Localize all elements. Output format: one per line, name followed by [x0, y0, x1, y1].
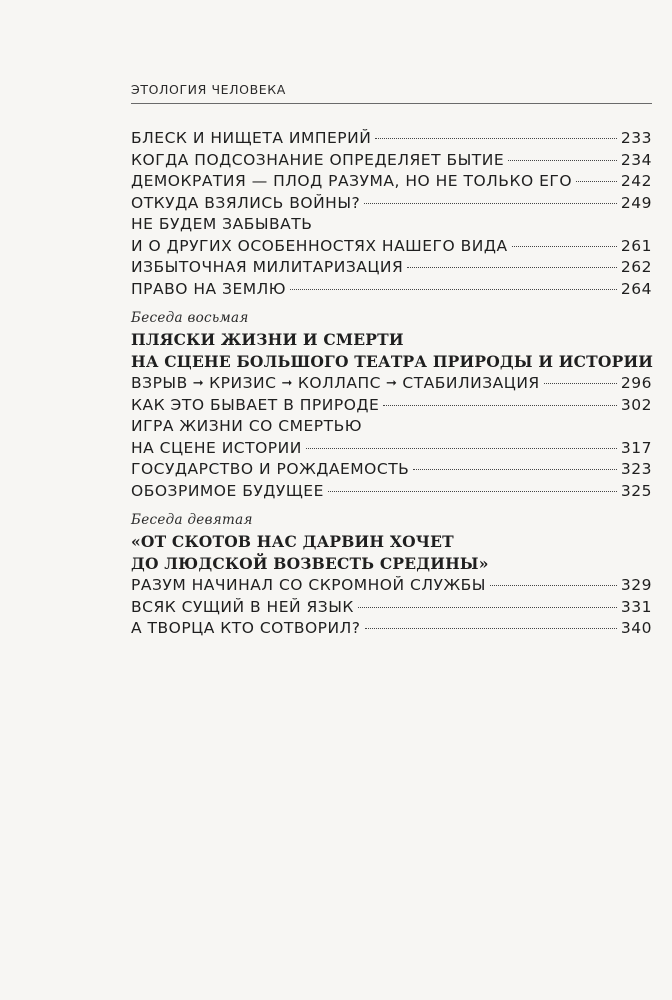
table-of-contents [131, 128, 652, 640]
toc-entry-page: 262 [620, 258, 652, 276]
toc-entry [131, 279, 652, 301]
toc-entry [131, 236, 652, 258]
dot-leader [364, 203, 617, 204]
toc-entry [131, 150, 652, 172]
toc-entry-title: ОБОЗРИМОЕ БУДУЩЕЕ [131, 481, 324, 500]
toc-entry-title: КОГДА ПОДСОЗНАНИЕ ОПРЕДЕЛЯЕТ БЫТИЕ [131, 150, 505, 169]
dot-leader [365, 628, 617, 629]
chain-part: СТАБИЛИЗАЦИЯ [402, 374, 540, 392]
toc-entry [131, 597, 652, 619]
toc-entry [131, 575, 652, 597]
toc-entry-line1 [131, 214, 652, 236]
section-label: Беседа девятая [131, 512, 253, 528]
toc-entry-page: 340 [620, 619, 652, 637]
toc-entry [131, 171, 652, 193]
toc-entry-title: РАЗУМ НАЧИНАЛ СО СКРОМНОЙ СЛУЖБЫ [131, 576, 486, 594]
toc-entry [131, 618, 652, 640]
chain-part: КОЛЛАПС [297, 374, 381, 392]
toc-entry-page: 302 [620, 395, 652, 414]
arrow-right-icon: ➞ [385, 376, 398, 391]
toc-entry [131, 128, 652, 150]
toc-entry-title: ВСЯК СУЩИЙ В НЕЙ ЯЗЫК [131, 597, 354, 616]
toc-entry-page: 331 [620, 597, 652, 616]
dot-leader [407, 267, 617, 268]
dot-leader [375, 138, 617, 139]
arrow-right-icon: ➞ [192, 376, 205, 391]
toc-entry-page: 329 [620, 576, 652, 594]
chain-part: ВЗРЫВ [131, 374, 188, 392]
toc-entry-title: И О ДРУГИХ ОСОБЕННОСТЯХ НАШЕГО ВИДА [131, 236, 508, 255]
toc-entry-title: ДЕМОКРАТИЯ — ПЛОД РАЗУМА, НО НЕ ТОЛЬКО ЕГО [131, 172, 573, 190]
toc-entry-page: 233 [620, 129, 652, 147]
toc-entry-title: КАК ЭТО БЫВАЕТ В ПРИРОДЕ [131, 395, 380, 414]
section-subtitle: «ОТ СКОТОВ НАС ДАРВИН ХОЧЕТ [131, 532, 454, 551]
toc-entry-line1 [131, 416, 652, 438]
toc-entry-page: 325 [620, 481, 652, 500]
toc-entry-title: НЕ БУДЕМ ЗАБЫВАТЬ [131, 215, 313, 233]
dot-leader [490, 585, 617, 586]
toc-entry-page: 261 [620, 236, 652, 255]
toc-entry [131, 257, 652, 279]
toc-entry-page: 317 [620, 438, 652, 457]
header-rule [131, 103, 652, 104]
toc-entry-title: А ТВОРЦА КТО СОТВОРИЛ? [131, 619, 361, 637]
dot-leader [383, 405, 617, 406]
toc-entry-title: ИЗБЫТОЧНАЯ МИЛИТАРИЗАЦИЯ [131, 258, 404, 276]
dot-leader [508, 160, 617, 161]
dot-leader [328, 491, 617, 492]
toc-entry-title: НА СЦЕНЕ ИСТОРИИ [131, 438, 302, 457]
toc-entry-title [131, 373, 540, 396]
toc-entry-page: 296 [620, 374, 652, 392]
dot-leader [358, 607, 617, 608]
chain-part: КРИЗИС [209, 374, 277, 392]
toc-entry [131, 395, 652, 417]
toc-entry [131, 459, 652, 481]
toc-entry-page: 234 [620, 150, 652, 169]
toc-entry-title: ИГРА ЖИЗНИ СО СМЕРТЬЮ [131, 417, 362, 435]
toc-entry-page: 242 [620, 172, 652, 190]
dot-leader [512, 246, 617, 247]
section-label: Беседа восьмая [131, 310, 249, 326]
toc-entry-title: БЛЕСК И НИЩЕТА ИМПЕРИЙ [131, 129, 372, 147]
section-subtitle: НА СЦЕНЕ БОЛЬШОГО ТЕАТРА ПРИРОДЫ И ИСТОРИИ [131, 352, 654, 371]
dot-leader [576, 181, 617, 182]
dot-leader [544, 383, 617, 384]
toc-entry-page: 249 [620, 193, 652, 212]
toc-entry-title: ГОСУДАРСТВО И РОЖДАЕМОСТЬ [131, 460, 410, 478]
running-header: ЭТОЛОГИЯ ЧЕЛОВЕКА [131, 82, 286, 97]
section-subtitle: ДО ЛЮДСКОЙ ВОЗВЕСТЬ СРЕДИНЫ» [131, 554, 489, 573]
section-subtitle: ПЛЯСКИ ЖИЗНИ И СМЕРТИ [131, 330, 404, 349]
dot-leader [306, 448, 617, 449]
dot-leader [413, 469, 617, 470]
arrow-right-icon: ➞ [281, 376, 293, 391]
toc-entry-page: 264 [620, 279, 652, 298]
toc-entry [131, 373, 652, 395]
toc-entry-title: ПРАВО НА ЗЕМЛЮ [131, 279, 287, 298]
toc-entry-title: ОТКУДА ВЗЯЛИСЬ ВОЙНЫ? [131, 193, 361, 212]
toc-entry [131, 193, 652, 215]
toc-entry [131, 438, 652, 460]
dot-leader [290, 289, 617, 290]
toc-entry [131, 481, 652, 503]
toc-entry-page: 323 [620, 460, 652, 478]
